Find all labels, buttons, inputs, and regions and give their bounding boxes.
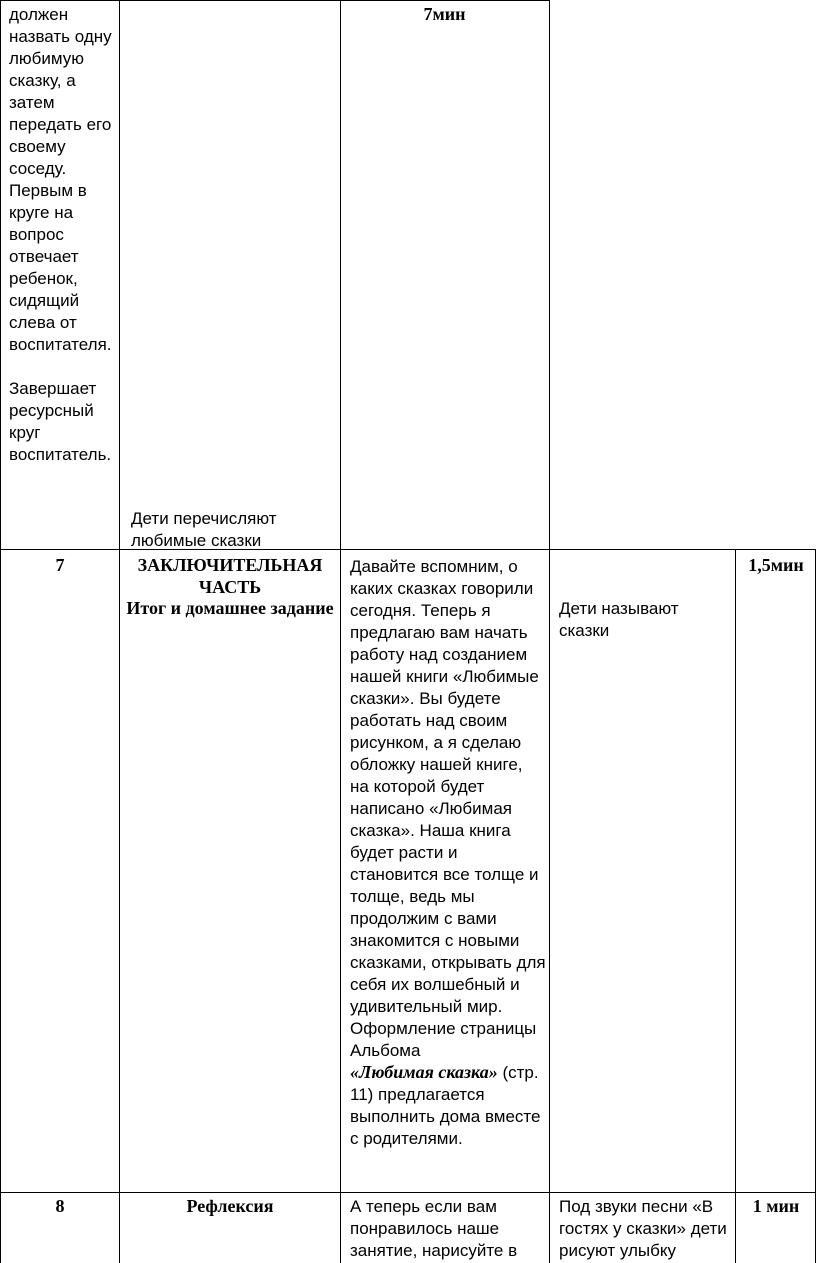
table-border	[549, 0, 550, 1263]
row7-stage-title: ЗАКЛЮЧИТЕЛЬНАЯ ЧАСТЬ	[137, 555, 323, 597]
row8-children: Под звуки песни «В гостях у сказки» дети рисуют улыбку	[559, 1197, 727, 1260]
row8-number: 8	[55, 1196, 65, 1216]
row7-time: 1,5мин	[748, 555, 804, 575]
row7-teacher-text-album: Оформление страницы Альбома	[350, 1019, 537, 1060]
prev-row-instruction-para1: должен назвать одну любимую сказку, а затем передать его своему соседу. Первым в круге на вопрос отвечает ребенок, сидящий слева от воспитателя.	[9, 5, 112, 354]
prev-row-time: 7мин	[423, 4, 466, 24]
table-border	[119, 0, 120, 1263]
table-border	[0, 1192, 816, 1193]
prev-row-instruction	[9, 4, 117, 466]
row8-time: 1 мин	[752, 1196, 800, 1216]
row8-teacher-text: А теперь если вам понравилось наше занятие, нарисуйте в	[350, 1197, 518, 1260]
prev-row-instruction-para2: Завершает ресурсный круг воспитатель.	[9, 379, 112, 464]
table-border	[340, 0, 341, 1263]
row7-stage	[122, 555, 338, 620]
row7-teacher-text-homework: (стр. 11) предлагается выполнить дома вместе с родителями.	[350, 1063, 541, 1148]
table-border	[0, 549, 816, 550]
row7-album-title: «Любимая сказка»	[350, 1062, 498, 1082]
row8-stage: Рефлексия	[186, 1196, 274, 1216]
table-border	[0, 0, 550, 1]
row7-stage-subtitle: Итог и домашнее задание	[126, 598, 334, 618]
row7-teacher-text	[350, 556, 546, 1150]
prev-row-children: Дети перечисляют любимые сказки	[131, 509, 277, 550]
table-border	[0, 0, 1, 1263]
row7-number: 7	[55, 555, 65, 575]
table-border	[735, 549, 736, 1263]
row7-teacher-text-main: Давайте вспомним, о каких сказках говорили сегодня. Теперь я предлагаю вам начать работу над созданием нашей книги «Любимые сказки». Вы будете работать над своим рисунком, а я сделаю обложку нашей книге, на которой будет написано «Любимая сказка». Наша книга будет расти и становится все толще и толще, ведь мы продолжим с вами знакомится с новыми сказками, открывать для себя их волшебный и удивительный мир.	[350, 557, 546, 1016]
row7-children: Дети называют сказки	[559, 599, 679, 640]
